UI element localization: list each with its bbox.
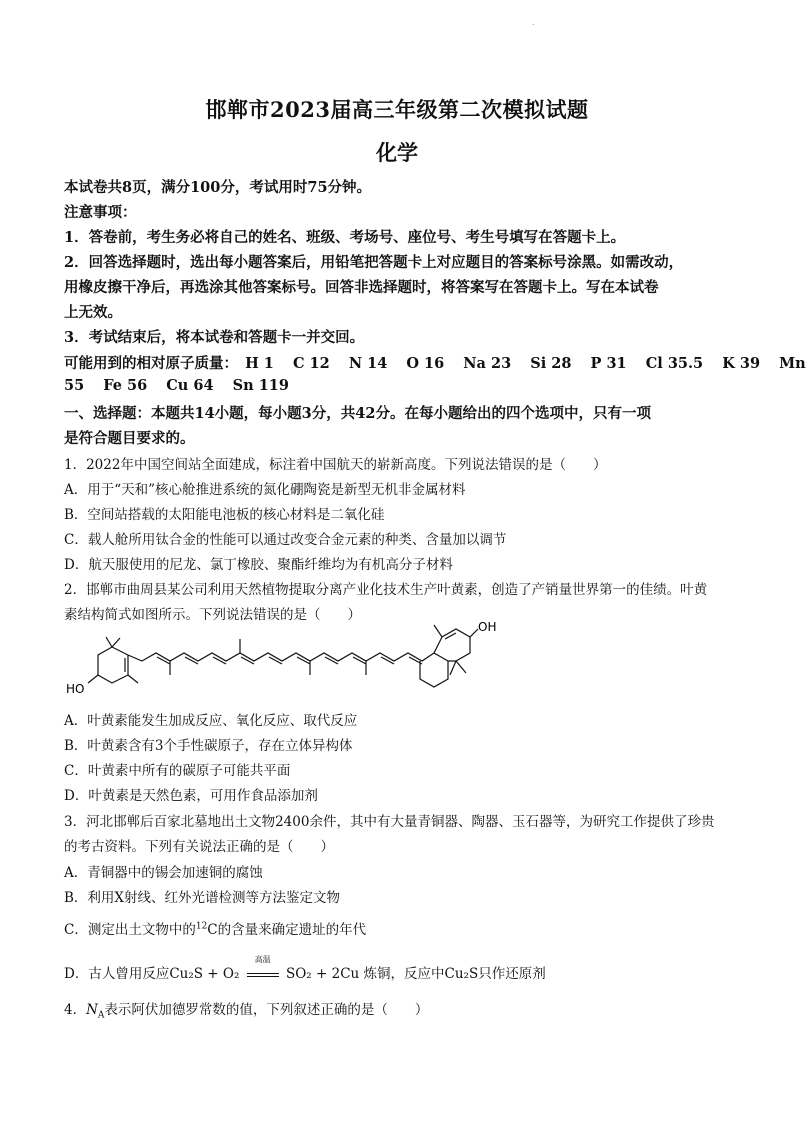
q1-option-c: C．载人舱所用钛合金的性能可以通过改变合金元素的种类、含量加以调节	[64, 532, 507, 548]
ring-methyl	[128, 675, 138, 683]
q2-stem-a: 2．邯郸市曲周县某公司利用天然植物提取分离产业化技术生产叶黄素，创造了产销量世界第一的佳绩。叶黄	[64, 582, 708, 598]
right-ring-lower	[420, 653, 448, 687]
notes-title: 注意事项：	[64, 204, 137, 221]
q3-c-isotope: 12	[195, 921, 208, 932]
q2-option-b: B．叶黄素含有3个手性碳原子，存在立体异构体	[64, 738, 353, 754]
q3-c-prefix: C．测定出土文物中的	[64, 922, 196, 938]
q3-option-d	[64, 955, 546, 982]
q1-option-d: D．航天服使用的尼龙、氯丁橡胶、聚酯纤维均为有机高分子材料	[64, 557, 453, 573]
right-ring-methyl	[434, 625, 442, 637]
atomic-mass-label: 可能用到的相对原子质量：	[64, 355, 238, 372]
q3-d-suffix: 炼铜，反应中Cu₂S只作还原剂	[363, 966, 546, 982]
atomic-mass-item: 55	[64, 377, 85, 394]
q2-option-a: A．叶黄素能发生加成反应、氧化反应、取代反应	[64, 713, 358, 729]
q4-stem	[64, 998, 428, 1021]
polyene-chain	[128, 653, 434, 661]
atomic-mass-item: Mn	[779, 355, 806, 372]
q1-option-b: B．空间站搭载的太阳能电池板的核心材料是二氧化硅	[64, 507, 385, 523]
atomic-mass-item: Fe 56	[103, 377, 148, 394]
q2-stem-b: 素结构简式如图所示。下列说法错误的是（ ）	[64, 607, 361, 623]
exam-title: 邯郸市2023届高三年级第二次模拟试题	[205, 97, 589, 122]
right-gem-methyl-2	[456, 661, 466, 673]
q1-stem: 1．2022年中国空间站全面建成，标注着中国航天的崭新高度。下列说法错误的是（ ）	[64, 457, 607, 473]
q2-option-d: D．叶黄素是天然色素，可用作食品添加剂	[64, 788, 318, 804]
oh-bond	[470, 629, 478, 637]
q4-text: 表示阿伏加德罗常数的值，下列叙述正确的是（ ）	[104, 1002, 429, 1018]
ho-label: HO	[66, 682, 85, 696]
atomic-mass-item: N 14	[348, 355, 388, 372]
note-2-line-c: 上无效。	[64, 304, 122, 321]
atomic-mass-item: Cu 64	[166, 377, 214, 394]
oh-label: OH	[478, 620, 497, 634]
section-heading-a: 一、选择题：本题共14小题，每小题3分，共42分。在每小题给出的四个选项中，只有一项	[64, 405, 651, 422]
q3-d-arrow	[247, 955, 279, 982]
atomic-mass-list-2	[64, 377, 289, 394]
q3-d-products: SO₂ + 2Cu	[285, 966, 360, 982]
atomic-mass-item: H 1	[245, 355, 274, 372]
q1-option-a: A．用于“天和”核心舱推进系统的氮化硼陶瓷是新型无机非金属材料	[64, 482, 466, 498]
note-2-line-b: 用橡皮擦干净后，再选涂其他答案标号。回答非选择题时，将答案写在答题卡上。写在本试卷	[64, 279, 659, 296]
gem-methyl-2	[112, 638, 120, 647]
atomic-mass-item: Sn 119	[232, 377, 289, 394]
q3-option-a: A．青铜器中的锡会加速铜的腐蚀	[64, 865, 263, 881]
atomic-mass-item: O 16	[406, 355, 445, 372]
equals-sign	[247, 973, 279, 977]
q3-option-c	[64, 918, 366, 938]
q2-option-c: C．叶黄素中所有的碳原子可能共平面	[64, 763, 291, 779]
note-1: 1．答卷前，考生务必将自己的姓名、班级、考场号、座位号、考生号填写在答题卡上。	[64, 229, 626, 246]
note-2-line-a: 2．回答选择题时，选出每小题答案后，用铅笔把答题卡上对应题目的答案标号涂黑。如需改动，	[64, 254, 684, 271]
atomic-mass-item: C 12	[292, 355, 330, 372]
avogadro-subscript: A	[97, 1010, 105, 1021]
exam-info: 本试卷共8页，满分100分，考试用时75分钟。	[64, 179, 372, 196]
atomic-mass-list	[64, 352, 806, 373]
corner-mark: .	[532, 18, 535, 27]
gem-methyl-1	[106, 637, 112, 647]
exam-subject: 化学	[376, 140, 418, 165]
lutein-structure	[64, 617, 504, 703]
q4-number: 4．	[64, 1002, 87, 1018]
lutein-bonds	[88, 625, 478, 687]
q3-d-condition: 高温	[254, 955, 271, 964]
atomic-mass-item: P 31	[590, 355, 627, 372]
avogadro-symbol: N	[86, 1002, 98, 1018]
q3-d-reactants: Cu₂S + O₂	[169, 966, 240, 982]
atomic-mass-item: Cl 35.5	[645, 355, 704, 372]
left-ring	[98, 647, 128, 683]
q3-stem-b: 的考古资料。下列有关说法正确的是（ ）	[64, 839, 334, 855]
atomic-mass-item: Si 28	[530, 355, 572, 372]
q3-option-b: B．利用X射线、红外光谱检测等方法鉴定文物	[64, 890, 341, 906]
q3-c-suffix: C的含量来确定遗址的年代	[207, 922, 367, 938]
right-gem-methyl-1	[450, 661, 456, 675]
q3-stem-a: 3．河北邯郸后百家北墓地出土文物2400余件，其中有大量青铜器、陶器、玉石器等，为研究工作提供了珍贵	[64, 814, 715, 830]
atomic-mass-item: Na 23	[463, 355, 512, 372]
atomic-mass-item: K 39	[722, 355, 761, 372]
section-heading-b: 是符合题目要求的。	[64, 430, 195, 447]
ho-bond	[88, 675, 98, 683]
note-3: 3．考试结束后，将本试卷和答题卡一并交回。	[64, 329, 365, 346]
q3-d-prefix: D．古人曾用反应	[64, 966, 170, 982]
